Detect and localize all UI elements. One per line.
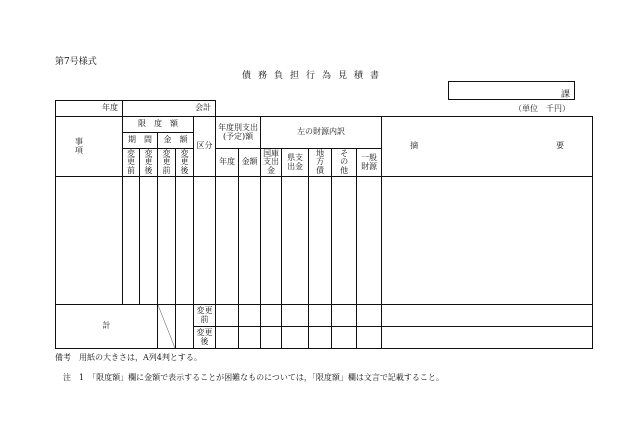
unit-label: （単位 千円）	[514, 104, 570, 113]
zaigen-header: 左の財源内訳	[261, 117, 382, 149]
table-row	[56, 305, 593, 327]
body-kingaku-mae[interactable]	[158, 177, 176, 305]
body-kingaku[interactable]	[239, 177, 261, 305]
kei-kingaku-go[interactable]	[176, 305, 194, 349]
body-nendo[interactable]	[216, 177, 239, 305]
header-spacer	[216, 101, 593, 117]
kingaku-henko-mae: 変更前	[158, 149, 176, 177]
body-jiko[interactable]	[56, 177, 123, 305]
ka-field[interactable]	[448, 81, 575, 100]
table-row	[56, 177, 593, 305]
kingaku-henko-go: 変更後	[176, 149, 194, 177]
kei-go-kingaku[interactable]	[239, 327, 261, 349]
body-ken[interactable]	[282, 177, 309, 305]
nendo-col-header: 年度	[216, 149, 239, 177]
ken-shishutsu-header: 県支出金	[282, 149, 309, 177]
body-kubun[interactable]	[194, 177, 216, 305]
kei-go-kokko[interactable]	[261, 327, 282, 349]
kei-go-nendo[interactable]	[216, 327, 239, 349]
kei-mae-tekiyo[interactable]	[382, 305, 593, 327]
ka-label: 課	[560, 90, 570, 100]
kikan-henko-go: 変更後	[140, 149, 158, 177]
kingaku-header: 金 額	[158, 133, 194, 149]
tekiyo-header: 摘 要	[382, 117, 593, 177]
estimate-table	[55, 100, 593, 349]
ippan-zaigen-header: 一般財源	[357, 149, 382, 177]
kei-diagonal	[158, 305, 176, 349]
jiko-header: 事 項	[56, 117, 123, 177]
kei-mae-kokko[interactable]	[261, 305, 282, 327]
biko-note: 備考 用紙の大きさは，A列4判とする。	[55, 353, 202, 362]
kokko-header: 国庫支出金	[261, 149, 282, 177]
kingaku-col-header: 金額	[239, 149, 261, 177]
body-kokko[interactable]	[261, 177, 282, 305]
gendo-gaku-header: 限 度 額	[123, 117, 194, 133]
kei-go-tekiyo[interactable]	[382, 327, 593, 349]
kei-mae-ippan[interactable]	[357, 305, 382, 327]
kei-mae-sonota[interactable]	[332, 305, 357, 327]
body-tekiyo[interactable]	[382, 177, 593, 305]
kei-go-ken[interactable]	[282, 327, 309, 349]
body-ippan[interactable]	[357, 177, 382, 305]
kei-go-sonota[interactable]	[332, 327, 357, 349]
kei-henko-go: 変更後	[194, 327, 216, 349]
form-number: 第7号様式	[55, 57, 97, 67]
diagonal-line-icon	[158, 305, 175, 348]
kei-go-ippan[interactable]	[357, 327, 382, 349]
kei-mae-ken[interactable]	[282, 305, 309, 327]
kikan-henko-mae: 変更前	[123, 149, 140, 177]
nendo-betsu-header: 年度別支出(予定)額	[216, 117, 261, 149]
body-kingaku-go[interactable]	[176, 177, 194, 305]
kei-go-chihousai[interactable]	[309, 327, 332, 349]
body-sonota[interactable]	[332, 177, 357, 305]
kei-mae-nendo[interactable]	[216, 305, 239, 327]
kikan-header: 期 間	[123, 133, 158, 149]
document-title: 債務負担行為見積書	[242, 71, 387, 81]
body-kikan-go[interactable]	[140, 177, 158, 305]
chu-note: 注 1 「限度額」欄に金額で表示することが困難なものについては，「限度額」欄は文言で記載すること。	[63, 373, 444, 382]
kei-label: 計	[56, 305, 158, 349]
sonota-header: その他	[332, 149, 357, 177]
kei-mae-chihousai[interactable]	[309, 305, 332, 327]
body-kikan-mae[interactable]	[123, 177, 140, 305]
body-chihousai[interactable]	[309, 177, 332, 305]
nendo-cell: 年度	[56, 101, 123, 117]
kei-henko-mae: 変更前	[194, 305, 216, 327]
kei-mae-kingaku[interactable]	[239, 305, 261, 327]
chihousai-header: 地方債	[309, 149, 332, 177]
kaikei-cell: 会計	[123, 101, 216, 117]
kubun-header: 区分	[194, 117, 216, 177]
